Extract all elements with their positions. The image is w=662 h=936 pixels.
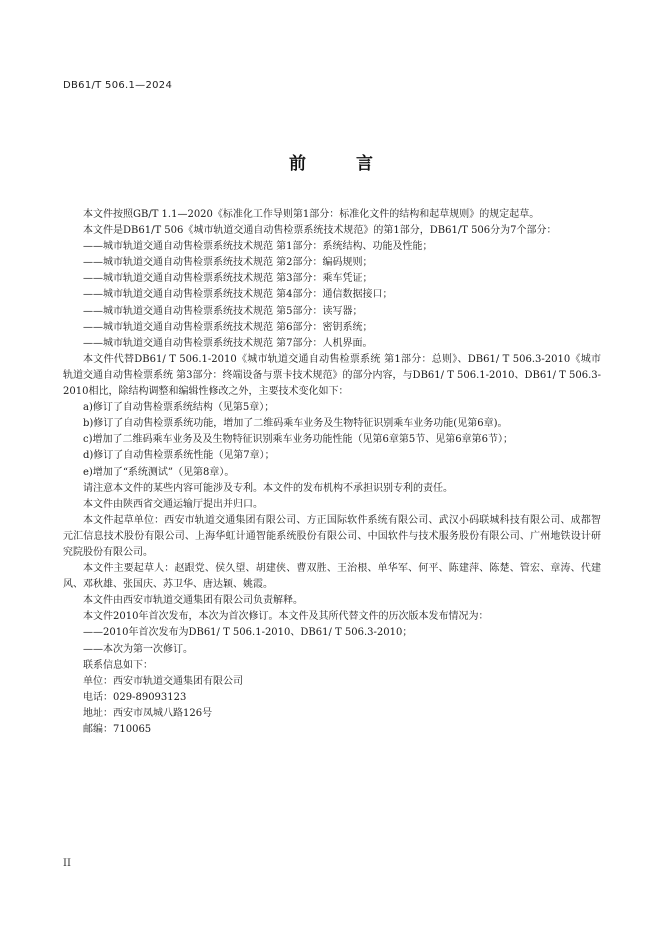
list-item: ——城市轨道交通自动售检票系统技术规范 第2部分：编码规则； [83, 257, 373, 269]
paragraph: 本文件由西安市轨道交通集团有限公司负责解释。 [83, 595, 303, 607]
page-title: 前 言 [289, 154, 395, 174]
contact-line: 邮编：710065 [83, 724, 152, 735]
list-item: b)修订了自动售检票系统功能，增加了二维码乘车业务及生物特征识别乘车业务功能(见第6章)。 [83, 418, 508, 430]
list-item: ——城市轨道交通自动售检票系统技术规范 第6部分：密钥系统； [83, 321, 373, 333]
paragraph: 本文件是DB61/T 506《城市轨道交通自动售检票系统技术规范》的第1部分，DB61/T 506分为7个部分： [83, 225, 557, 237]
list-item: ——城市轨道交通自动售检票系统技术规范 第7部分：人机界面。 [83, 337, 373, 349]
contact-line: 电话：029-89093123 [83, 691, 187, 703]
contact-line: 单位：西安市轨道交通集团有限公司 [83, 675, 243, 687]
list-item: ——本次为第一次修订。 [83, 643, 193, 655]
paragraph: 本文件由陕西省交通运输厅提出并归口。 [83, 498, 263, 510]
list-item: ——城市轨道交通自动售检票系统技术规范 第3部分：乘车凭证； [83, 273, 373, 285]
document-id: DB61/T 506.1—2024 [63, 80, 173, 91]
paragraph: 本文件按照GB/T 1.1—2020《标准化工作导则第1部分：标准化文件的结构和起草规则》的规定起草。 [83, 209, 540, 220]
paragraph: 本文件代替DB61/ T 506.1-2010《城市轨道交通自动售检票系统 第1部分：总则》、DB61/ T 506.3-2010《城市轨道交通自动售检票系统 第3部分：终端设备与票卡技术规范》的部分内容，与DB61/ T 506.1-2010、DB61/ T 506.3-2010相比，除结构调整和编辑性修改之外，主要技术变化如下： [63, 353, 601, 398]
list-item: ——城市轨道交通自动售检票系统技术规范 第5部分：读写器； [83, 305, 363, 317]
paragraph: 本文件起草单位：西安市轨道交通集团有限公司、方正国际软件系统有限公司、武汉小码联城科技有限公司、成都智元汇信息技术股份有限公司、上海华虹计通智能系统股份有限公司、中国软件与技术服务股份有限公司、广州地铁设计研究院股份有限公司。 [63, 514, 601, 558]
list-item: c)增加了二维码乘车业务及及生物特征识别乘车业务功能性能（见第6章第5节、见第6章第6节）； [83, 434, 513, 446]
list-item: e)增加了“系统测试”（见第8章）。 [83, 466, 235, 478]
list-item: ——2010年首次发布为DB61/ T 506.1-2010、DB61/ T 506.3-2010； [83, 627, 413, 639]
paragraph: 联系信息如下： [83, 659, 153, 671]
list-item: ——城市轨道交通自动售检票系统技术规范 第1部分：系统结构、功能及性能； [83, 241, 433, 253]
list-item: ——城市轨道交通自动售检票系统技术规范 第4部分：通信数据接口； [83, 289, 393, 301]
paragraph: 本文件主要起草人：赵跟党、侯久望、胡建侠、曹双胜、王治根、单华军、何平、陈建萍、陈楚、管宏、章涛、代建风、邓秋雄、张国庆、苏卫华、唐达颖、姚霞。 [63, 563, 601, 591]
foreword-body [63, 207, 601, 738]
list-item: d)修订了自动售检票系统性能（见第7章）； [83, 450, 275, 462]
contact-line: 地址：西安市凤城八路126号 [83, 707, 213, 719]
list-item: a)修订了自动售检票系统结构（见第5章）； [83, 402, 275, 414]
paragraph: 本文件2010年首次发布，本次为首次修订。本文件及其所代替文件的历次版本发布情况为： [83, 611, 489, 623]
paragraph: 请注意本文件的某些内容可能涉及专利。本文件的发布机构不承担识别专利的责任。 [83, 482, 453, 494]
page-number: II [63, 858, 71, 869]
